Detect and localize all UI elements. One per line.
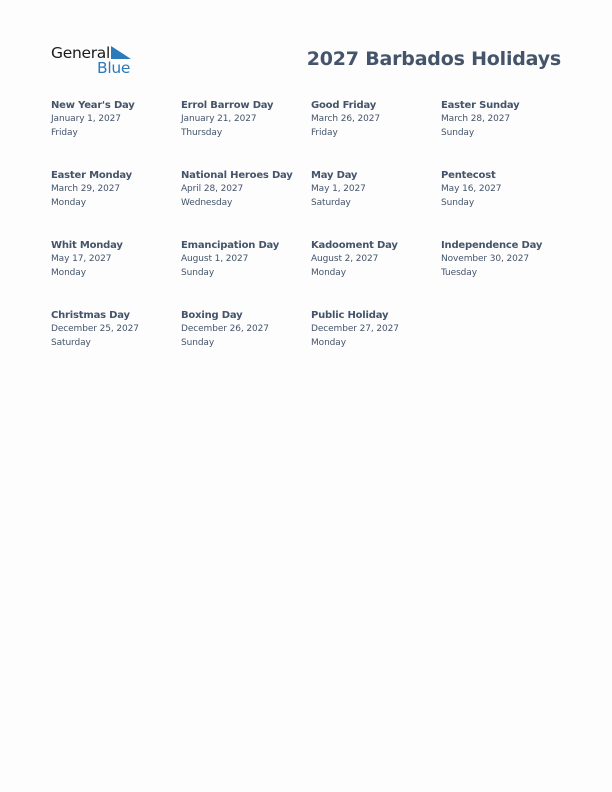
holiday-weekday: Tuesday — [441, 268, 477, 278]
holiday-date: March 28, 2027 — [441, 114, 510, 124]
logo-text-blue: Blue — [97, 59, 131, 77]
holiday-weekday: Sunday — [181, 268, 215, 278]
holiday-date: January 21, 2027 — [181, 114, 257, 124]
holiday-date: August 2, 2027 — [311, 254, 379, 264]
holiday-weekday: Monday — [51, 198, 86, 208]
holiday-name: Whit Monday — [51, 240, 123, 251]
holiday-entry — [181, 99, 309, 140]
holiday-name: Christmas Day — [51, 310, 130, 321]
logo-text-general: General — [51, 44, 110, 62]
holiday-weekday: Saturday — [51, 338, 91, 348]
holiday-weekday: Sunday — [441, 198, 475, 208]
holiday-weekday: Sunday — [441, 128, 475, 138]
holiday-entry — [311, 309, 439, 350]
holiday-weekday: Saturday — [311, 198, 351, 208]
holiday-date: August 1, 2027 — [181, 254, 249, 264]
holiday-name: Easter Sunday — [441, 100, 520, 111]
holiday-date: December 27, 2027 — [311, 324, 399, 334]
holiday-date: May 1, 2027 — [311, 184, 366, 194]
holiday-weekday: Monday — [311, 268, 346, 278]
holiday-date: March 26, 2027 — [311, 114, 380, 124]
holiday-weekday: Friday — [51, 128, 78, 138]
holiday-entry — [51, 309, 179, 350]
holiday-weekday: Monday — [51, 268, 86, 278]
holiday-date: May 17, 2027 — [51, 254, 112, 264]
holiday-entry — [441, 169, 569, 210]
holiday-name: May Day — [311, 170, 358, 181]
holiday-weekday: Friday — [311, 128, 338, 138]
holiday-entry — [311, 169, 439, 210]
holiday-date: November 30, 2027 — [441, 254, 530, 264]
holiday-entry — [311, 239, 439, 280]
logo-triangle-icon — [111, 46, 131, 60]
holiday-name: Easter Monday — [51, 170, 132, 181]
holiday-name: Errol Barrow Day — [181, 100, 274, 111]
holiday-entry — [51, 239, 179, 280]
holiday-name: New Year's Day — [51, 100, 135, 111]
page-title: 2027 Barbados Holidays — [306, 48, 561, 70]
holiday-entry — [181, 309, 309, 350]
holiday-name: Public Holiday — [311, 310, 389, 321]
holiday-name: National Heroes Day — [181, 170, 293, 181]
holiday-entry — [181, 239, 309, 280]
holiday-date: March 29, 2027 — [51, 184, 120, 194]
holiday-weekday: Sunday — [181, 338, 215, 348]
holiday-weekday: Wednesday — [181, 198, 233, 208]
holiday-date: December 25, 2027 — [51, 324, 139, 334]
holiday-entry — [51, 99, 179, 140]
holiday-name: Boxing Day — [181, 310, 243, 321]
holiday-weekday: Thursday — [181, 128, 223, 138]
holiday-entry — [51, 169, 179, 210]
holiday-name: Independence Day — [441, 240, 543, 251]
holiday-date: May 16, 2027 — [441, 184, 502, 194]
holiday-name: Pentecost — [441, 170, 496, 181]
holiday-entry — [181, 169, 309, 210]
holiday-entry — [441, 99, 569, 140]
holiday-name: Good Friday — [311, 100, 377, 111]
holiday-date: April 28, 2027 — [181, 184, 244, 194]
holiday-name: Kadooment Day — [311, 240, 398, 251]
generalblue-logo — [51, 44, 133, 78]
holiday-entry — [441, 239, 569, 280]
holiday-date: December 26, 2027 — [181, 324, 269, 334]
holiday-name: Emancipation Day — [181, 240, 280, 251]
holiday-date: January 1, 2027 — [51, 114, 121, 124]
holiday-weekday: Monday — [311, 338, 346, 348]
holiday-entry — [311, 99, 439, 140]
